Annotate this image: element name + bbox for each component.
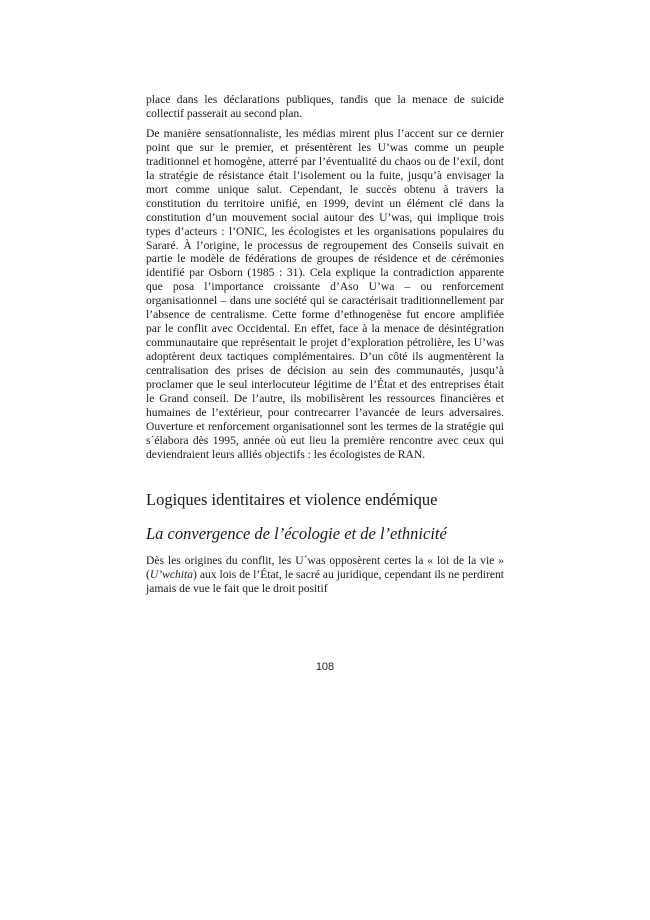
paragraph-3 — [146, 554, 504, 596]
paragraph-1: place dans les déclarations publiques, tandis que la menace de suicide collectif passerait au second plan. — [146, 93, 504, 120]
paragraph-3-text-b: ) aux lois de l’État, le sacré au juridique, cependant ils ne perdirent jamais de vue le fait que le droit positif — [146, 567, 504, 595]
page-body — [146, 93, 504, 602]
paragraph-3-italic-term: U’wchita — [149, 567, 194, 581]
subsection-heading: La convergence de l’écologie et de l’ethnicité — [146, 523, 447, 543]
page-number: 108 — [315, 661, 335, 673]
paragraph-3-text-a: Dès les origines du conflit, les U´was opposèrent certes la « loi de la vie » ( — [146, 553, 504, 581]
section-heading: Logiques identitaires et violence endémique — [146, 489, 438, 509]
paragraph-2: De manière sensationnaliste, les médias mirent plus l’accent sur ce dernier point que sur le premier, et présentèrent les U’was comme un peuple traditionnel et homogène, atterré par l’éventualité du chaos ou de l’exil, dont la stratégie de résistance était l’isolement ou la fuite, jusqu’à envisager la mort comme unique salut. Cependant, le succès obtenu à travers la constitution du territoire unifié, en 1999, devint un élément clé dans la constitution d’un mouvement social autour des U’was, qui implique trois types d’acteurs : l’ONIC, les écologistes et les organisations populaires du Sararé. À l’origine, le processus de regroupement des Conseils suivait en partie le modèle de fédérations de groupes de résidence et de cérémonies identifié par Osborn (1985 : 31). Cela explique la contradiction apparente que posa l’importance croissante d’Aso U’wa – ou renforcement organisationnel – dans une société qui se caractérisait traditionnellement par l’absence de centralisme. Cette forme d’ethnogenèse fut encore amplifiée par le conflit avec Occidental. En effet, face à la menace de désintégration communautaire que représentait le projet d’exploration pétrolière, les U’was adoptèrent deux tactiques complémentaires. D’un côté ils augmentèrent la centralisation des prises de décision au sein des communautés, jusqu’à proclamer que le seul interlocuteur légitime de l’État et des entreprises était le Grand conseil. De l’autre, ils mobilisèrent les ressources financières et humaines de l’extérieur, pour contrecarrer l’avancée de leurs adversaires. Ouverture et renforcement organisationnel sont les termes de la stratégie qui s´élabora dès 1995, année où eut lieu la première rencontre avec ceux qui deviendraient leurs alliés objectifs : les écologistes de RAN. — [146, 126, 504, 461]
